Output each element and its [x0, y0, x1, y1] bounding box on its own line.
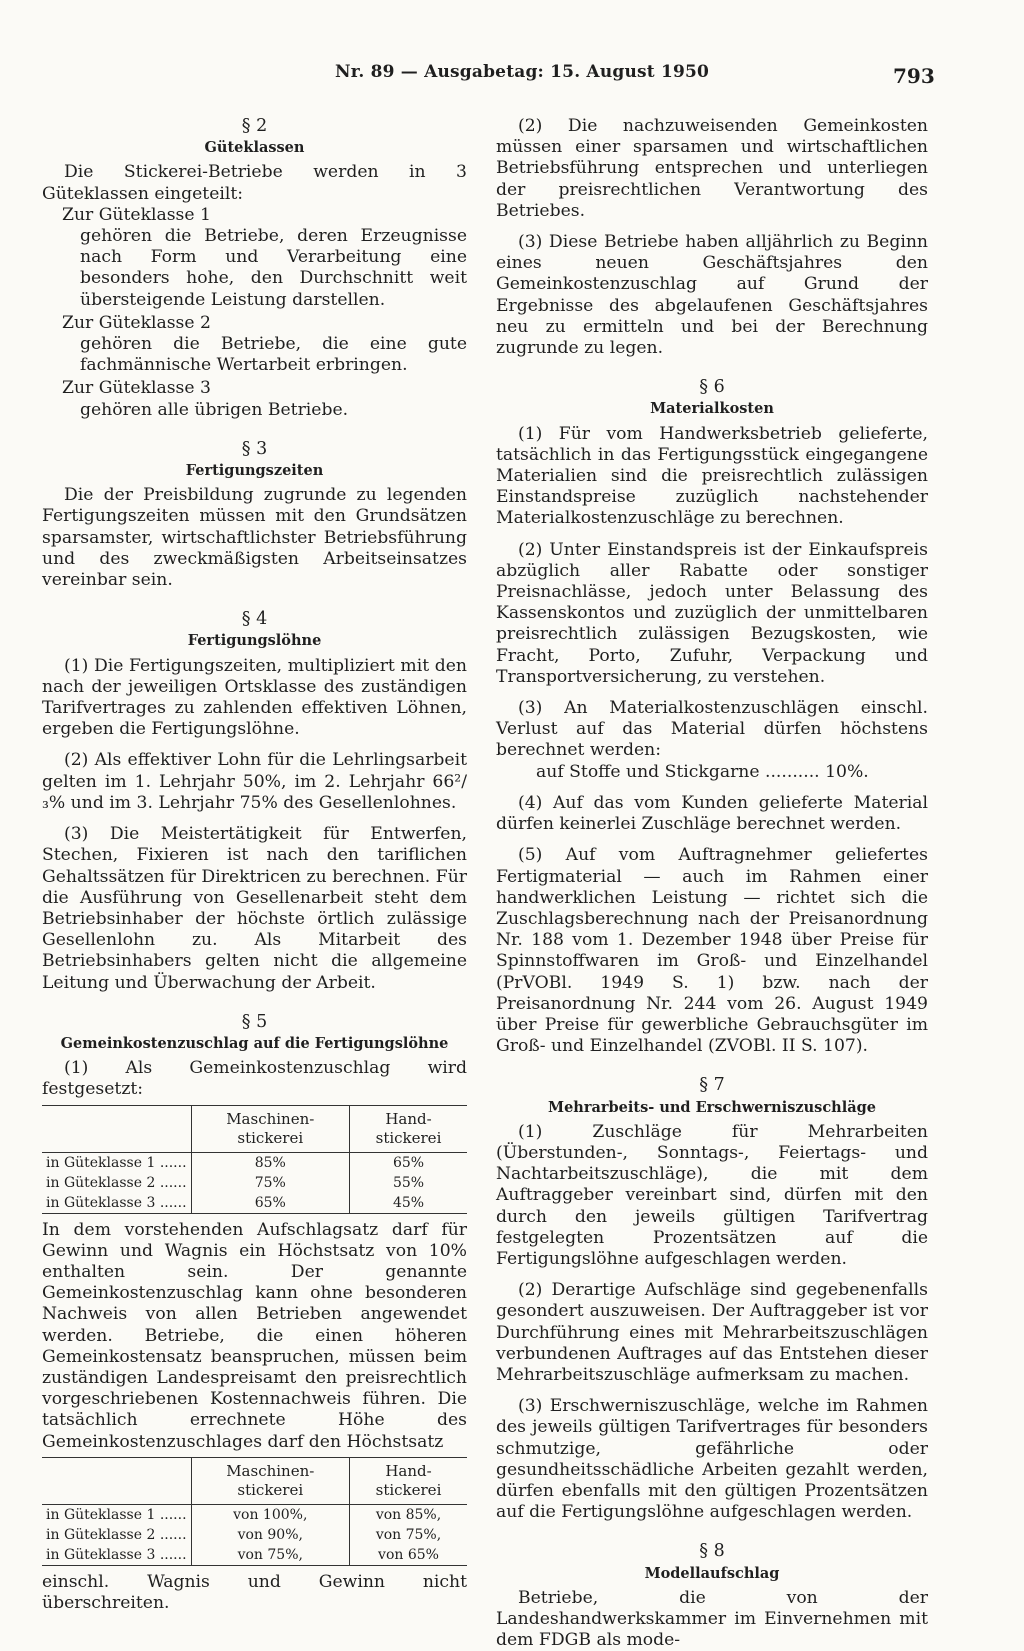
class-heading: Zur Güteklasse 1	[62, 204, 211, 225]
table-row	[42, 1545, 467, 1566]
paragraph: (2) Als effektiver Lohn für die Lehrlingsarbeit gelten im 1. Lehrjahr 50%, im 2. Lehrjahr 66²/₃% und im 3. Lehrjahr 75% des Gesellenlohnes.	[42, 750, 467, 813]
paragraph: (2) Unter Einstandspreis ist der Einkaufspreis abzüglich aller Rabatte oder sonstiger Preisnachlässe, jedoch unter Belassung des Kassenskontos und zuzüglich der unmittelbaren preisrechtlich zulässigen Bezugskosten, wie Fracht, Porto, Zufuhr, Verpackung und Transportversicherung, zu verstehen.	[496, 539, 928, 687]
section-number: § 2	[241, 116, 268, 136]
paragraph: Betriebe, die von der Landeshandwerkskammer im Einvernehmen mit dem FDGB als mode-	[496, 1587, 928, 1651]
paragraph: (3) Die Meistertätigkeit für Entwerfen, Stechen, Fixieren ist nach den tariflichen Gehaltssätzen für Direktricen zu berechnen. Für die Ausführung von Gesellenarbeit steht dem Betriebsinhaber der höchste örtlich zulässige Gesellenlohn zu. Als Mitarbeit des Betriebsinhabers gelten nicht die allgemeine Leitung und Überwachung der Arbeit.	[42, 824, 467, 993]
section-title: Fertigungszeiten	[185, 462, 324, 480]
paragraph: (3) Erschwerniszuschläge, welche im Rahmen des jeweils gültigen Tarifvertrages für besonders schmutzige, gefährliche oder gesundheitsschädliche Arbeiten gezahlt werden, dürfen ebenfalls mit den gültigen Prozentsätzen auf die Fertigungslöhne aufgeschlagen werden.	[496, 1396, 928, 1523]
table-row	[42, 1504, 467, 1525]
class-description: gehören die Betriebe, die eine gute fachmännische Wertarbeit erbringen.	[80, 334, 467, 376]
paragraph: (4) Auf das vom Kunden gelieferte Material dürfen keinerlei Zuschläge berechnet werden.	[496, 792, 928, 835]
maximum-rate-table	[42, 1457, 467, 1566]
paragraph: (1) Die Fertigungszeiten, multipliziert mit den nach der jeweiligen Ortsklasse des zuständigen Tarifvertrages zu zahlenden effektiven Löhnen, ergeben die Fertigungslöhne.	[42, 655, 467, 740]
row-label: in Güteklasse 2 ......	[46, 1174, 187, 1191]
section-title: Materialkosten	[650, 400, 774, 418]
section-number: § 4	[241, 609, 268, 630]
paragraph: (1) Als Gemeinkostenzuschlag wird festgesetzt:	[42, 1058, 467, 1100]
paragraph: Die der Preisbildung zugrunde zu legenden Fertigungszeiten müssen mit den Grundsätzen sparsamster, wirtschaftlichster Betriebsführung und des zweckmäßigsten Arbeitseinsatzes vereinbar sein.	[42, 485, 467, 591]
cell: 55%	[350, 1173, 468, 1193]
paragraph: Die Stickerei-Betriebe werden in 3 Güteklassen eingeteilt:	[42, 162, 467, 204]
section-number: § 7	[699, 1075, 725, 1096]
table-row	[42, 1152, 467, 1173]
table-row	[42, 1525, 467, 1545]
section-title: Mehrarbeits- und Erschwerniszuschläge	[548, 1098, 876, 1116]
cell: 85%	[191, 1152, 349, 1173]
page-number: 793	[893, 64, 935, 88]
cell: von 75%,	[191, 1545, 349, 1566]
paragraph: (3) An Materialkostenzuschlägen einschl. Verlust auf das Material dürfen höchstens berechnet werden:	[496, 698, 928, 761]
class-heading: Zur Güteklasse 2	[62, 312, 211, 333]
section-number: § 5	[241, 1011, 268, 1032]
column-header: Hand-stickerei	[350, 1457, 468, 1504]
paragraph: (1) Zuschläge für Mehrarbeiten (Überstunden-, Sonntags-, Feiertags- und Nachtarbeitszuschläge), die mit dem Auftraggeber vereinbart sind, dürfen mit den durch den jeweils gültigen Tarifvertrag festgelegten Prozentsätzen auf die Fertigungslöhne aufgeschlagen werden.	[496, 1121, 928, 1269]
column-header: Hand-stickerei	[350, 1105, 468, 1152]
cell: von 100%,	[191, 1504, 349, 1525]
paragraph: einschl. Wagnis und Gewinn nicht überschreiten.	[42, 1571, 467, 1613]
cell: von 75%,	[350, 1525, 468, 1545]
class-heading: Zur Güteklasse 3	[62, 378, 211, 399]
section-number: § 3	[241, 438, 268, 459]
rate-line: auf Stoffe und Stickgarne .......... 10%.	[536, 761, 869, 782]
section-number: § 6	[699, 377, 725, 398]
row-label: in Güteklasse 3 ......	[42, 1193, 191, 1214]
paragraph: (1) Für vom Handwerksbetrieb gelieferte, tatsächlich in das Fertigungsstück eingegangene Materialien sind die preisrechtlich zulässigen Einstandspreise zuzüglich nachstehender Materialkostenzuschläge zu berechnen.	[496, 423, 928, 529]
row-label: in Güteklasse 2 ......	[46, 1526, 187, 1543]
row-label: in Güteklasse 3 ......	[42, 1545, 191, 1566]
class-description: gehören die Betriebe, deren Erzeugnisse nach Form und Verarbeitung eine besonders hohe, den Durchschnitt weit übersteigende Leistung darstellen.	[80, 226, 467, 310]
section-title: Gemeinkostenzuschlag auf die Fertigungslöhne	[60, 1034, 449, 1052]
cell: 65%	[350, 1152, 468, 1173]
section-title: Fertigungslöhne	[187, 632, 322, 650]
section-title: Güteklassen	[204, 139, 305, 157]
section-number: § 8	[699, 1541, 725, 1562]
issue-line: Nr. 89 — Ausgabetag: 15. August 1950	[335, 62, 710, 82]
column-header: Maschinen-stickerei	[191, 1105, 349, 1152]
running-header	[0, 62, 1024, 88]
paragraph: (5) Auf vom Auftragnehmer geliefertes Fertigmaterial — auch im Rahmen einer handwerklichen Leistung — richtet sich die Zuschlagsberechnung nach der Preisanordnung Nr. 188 vom 1. Dezember 1948 über Preise für Spinnstoffwaren im Groß- und Einzelhandel (PrVOBl. 1949 S. 1) bzw. nach der Preisanordnung Nr. 244 vom 26. August 1949 über Preise für gewerbliche Gebrauchsgüter im Groß- und Einzelhandel (ZVOBl. II S. 107).	[496, 845, 928, 1057]
column-header: Maschinen-stickerei	[191, 1457, 349, 1504]
surcharge-table	[42, 1105, 467, 1214]
left-column	[42, 116, 467, 1614]
right-column	[496, 116, 928, 1651]
cell: von 65%	[350, 1545, 468, 1566]
cell: 75%	[191, 1173, 349, 1193]
paragraph: (2) Derartige Aufschläge sind gegebenenfalls gesondert auszuweisen. Der Auftraggeber ist vor Durchführung eines mit Mehrarbeitszuschlägen verbundenen Auftrages auf das Entstehen dieser Mehrarbeitszuschläge aufmerksam zu machen.	[496, 1280, 928, 1385]
cell: von 90%,	[191, 1525, 349, 1545]
section-title: Modellaufschlag	[644, 1564, 780, 1582]
row-label: in Güteklasse 1 ......	[46, 1154, 187, 1171]
class-description: gehören alle übrigen Betriebe.	[80, 399, 349, 420]
table-row	[42, 1173, 467, 1193]
paragraph: (2) Die nachzuweisenden Gemeinkosten müssen einer sparsamen und wirtschaftlichen Betriebsführung entsprechen und unterliegen der preisrechtlichen Verantwortung des Betriebes.	[496, 116, 928, 221]
row-label: in Güteklasse 1 ......	[46, 1506, 187, 1523]
paragraph: (3) Diese Betriebe haben alljährlich zu Beginn eines neuen Geschäftsjahres den Gemeinkostenzuschlag auf Grund der Ergebnisse des abgelaufenen Geschäftsjahres neu zu ermitteln und bei der Berechnung zugrunde zu legen.	[496, 232, 928, 359]
table-row	[42, 1193, 467, 1214]
cell: 45%	[350, 1193, 468, 1214]
cell: 65%	[191, 1193, 349, 1214]
paragraph: In dem vorstehenden Aufschlagsatz darf für Gewinn und Wagnis ein Höchstsatz von 10% enthalten sein. Der genannte Gemeinkostenzuschlag kann ohne besonderen Nachweis von allen Betrieben angewendet werden. Betriebe, die einen höheren Gemeinkostensatz beanspruchen, müssen beim zuständigen Landespreisamt den preisrechtlich vorgeschriebenen Kostennachweis führen. Die tatsächlich errechnete Höhe des Gemeinkostenzuschlages darf den Höchstsatz	[42, 1219, 467, 1452]
cell: von 85%,	[350, 1504, 468, 1525]
